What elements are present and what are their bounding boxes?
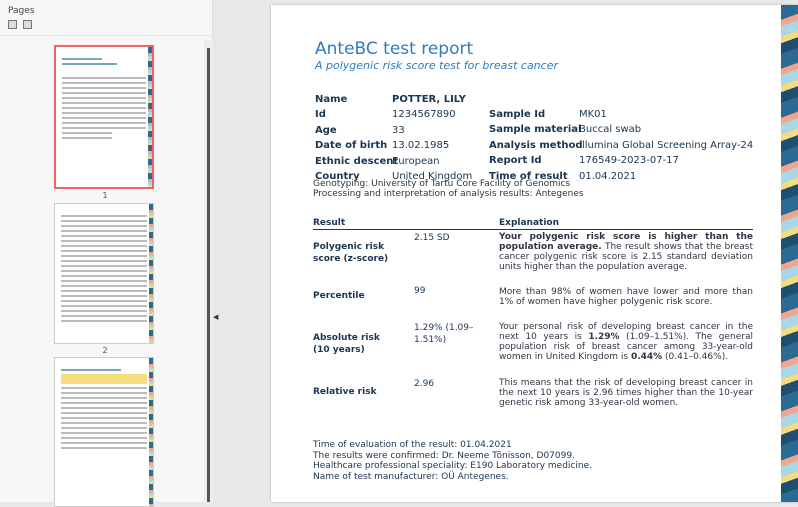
value: European bbox=[392, 155, 440, 167]
footer-line: Healthcare professional speciality: E190 Laboratory medicine. bbox=[313, 461, 592, 471]
page-number-2: 2 bbox=[102, 346, 108, 355]
label: Report Id bbox=[489, 155, 542, 167]
document-page bbox=[271, 5, 798, 502]
page-thumbnail-2[interactable] bbox=[54, 203, 154, 344]
result-value: 99 bbox=[414, 286, 426, 296]
label: Analysis method bbox=[489, 139, 583, 151]
explanation-header: Explanation bbox=[499, 218, 560, 228]
result-explanation bbox=[499, 322, 753, 362]
result-value: 2.15 SD bbox=[414, 233, 450, 243]
pages-sidebar bbox=[0, 0, 213, 502]
label: Date of birth bbox=[315, 140, 388, 152]
value: 176549-2023-07-17 bbox=[579, 155, 679, 167]
label: Sample material bbox=[489, 124, 582, 136]
report-footer bbox=[313, 440, 592, 482]
decorative-stripe bbox=[781, 5, 798, 502]
report-title: AnteBC test report bbox=[315, 39, 474, 59]
value: 33 bbox=[392, 124, 405, 136]
t: (1.09–1.51%). The general population risk of breast cancer among 33-year-old women in United Kingdom is bbox=[499, 332, 753, 362]
t: (0.41–0.46%). bbox=[662, 352, 729, 362]
patient-values bbox=[392, 92, 472, 184]
value: MK01 bbox=[579, 109, 607, 120]
explanation-text: The result shows that the breast cancer polygenic risk score is 2.15 standard deviation units higher than the population average. bbox=[499, 242, 753, 272]
sidebar-header bbox=[0, 0, 212, 36]
page-outline-icon[interactable] bbox=[23, 20, 32, 29]
result-name: Polygenic risk score (z-score) bbox=[313, 242, 389, 264]
footer-line: Name of test manufacturer: OÜ Antegenes. bbox=[313, 471, 509, 482]
genotyping-note: Genotyping: University of Tartu Core Facility of Genomics bbox=[313, 179, 571, 189]
page-thumbnail-icon[interactable] bbox=[8, 20, 17, 29]
value: 13.02.1985 bbox=[392, 140, 450, 152]
footer-line: Time of evaluation of the result: 01.04.2021 bbox=[313, 440, 512, 450]
result-explanation: More than 98% of women have lower and more than 1% of women have higher polygenic risk score. bbox=[499, 287, 753, 307]
heart-logo-icon: ♡ bbox=[785, 27, 795, 40]
label: Ethnic descent bbox=[315, 155, 399, 167]
sample-values bbox=[579, 107, 753, 184]
result-name: Relative risk bbox=[313, 387, 377, 397]
result-value: 2.96 bbox=[414, 379, 435, 389]
label: Country bbox=[315, 171, 360, 183]
label: Age bbox=[315, 124, 337, 136]
result-explanation bbox=[499, 232, 753, 272]
t: Your personal risk of developing breast cancer in the next 10 years is bbox=[499, 322, 753, 342]
result-value: 1.29% (1.09–1.51%) bbox=[414, 323, 474, 345]
value: Buccal swab bbox=[579, 124, 642, 136]
sample-labels bbox=[489, 107, 583, 184]
value: 1234567890 bbox=[392, 109, 456, 121]
patient-name: POTTER, LILY bbox=[392, 94, 466, 105]
collapse-sidebar-handle[interactable]: ◀ bbox=[213, 313, 219, 321]
processing-note: Processing and interpretation of analysis results: Antegenes bbox=[313, 189, 584, 199]
value: Illumina Global Screening Array-24 bbox=[579, 139, 754, 151]
result-name: Absolute risk (10 years) bbox=[313, 333, 380, 355]
page-number-1: 1 bbox=[102, 191, 108, 200]
result-explanation: This means that the risk of developing breast cancer in the next 10 years is 2.96 times higher than the 10-year genetic risk among 33-year-old women. bbox=[499, 378, 753, 408]
label: Name bbox=[315, 94, 348, 105]
explanation-bold: Your polygenic risk score is higher than the population average. bbox=[499, 232, 753, 252]
value: 01.04.2021 bbox=[579, 170, 637, 182]
sidebar-scrollbar[interactable] bbox=[204, 40, 213, 502]
footer-line: The results were confirmed: Dr. Neeme Tõnisson, D07099. bbox=[313, 450, 575, 461]
label: Id bbox=[315, 109, 326, 121]
result-name: Percentile bbox=[313, 291, 365, 301]
b: 1.29% bbox=[588, 332, 620, 342]
results-table bbox=[313, 218, 753, 408]
label: Time of result bbox=[489, 170, 568, 182]
sidebar-title: Pages bbox=[8, 6, 35, 16]
report-subtitle: A polygenic risk score test for breast cancer bbox=[315, 59, 558, 72]
page-thumbnail-1[interactable] bbox=[54, 45, 154, 189]
label: Sample Id bbox=[489, 109, 546, 120]
result-header: Result bbox=[313, 218, 346, 228]
b: 0.44% bbox=[630, 352, 663, 362]
page-thumbnail-3[interactable] bbox=[54, 357, 154, 507]
value: United Kingdom bbox=[392, 171, 473, 183]
patient-labels bbox=[315, 92, 398, 184]
